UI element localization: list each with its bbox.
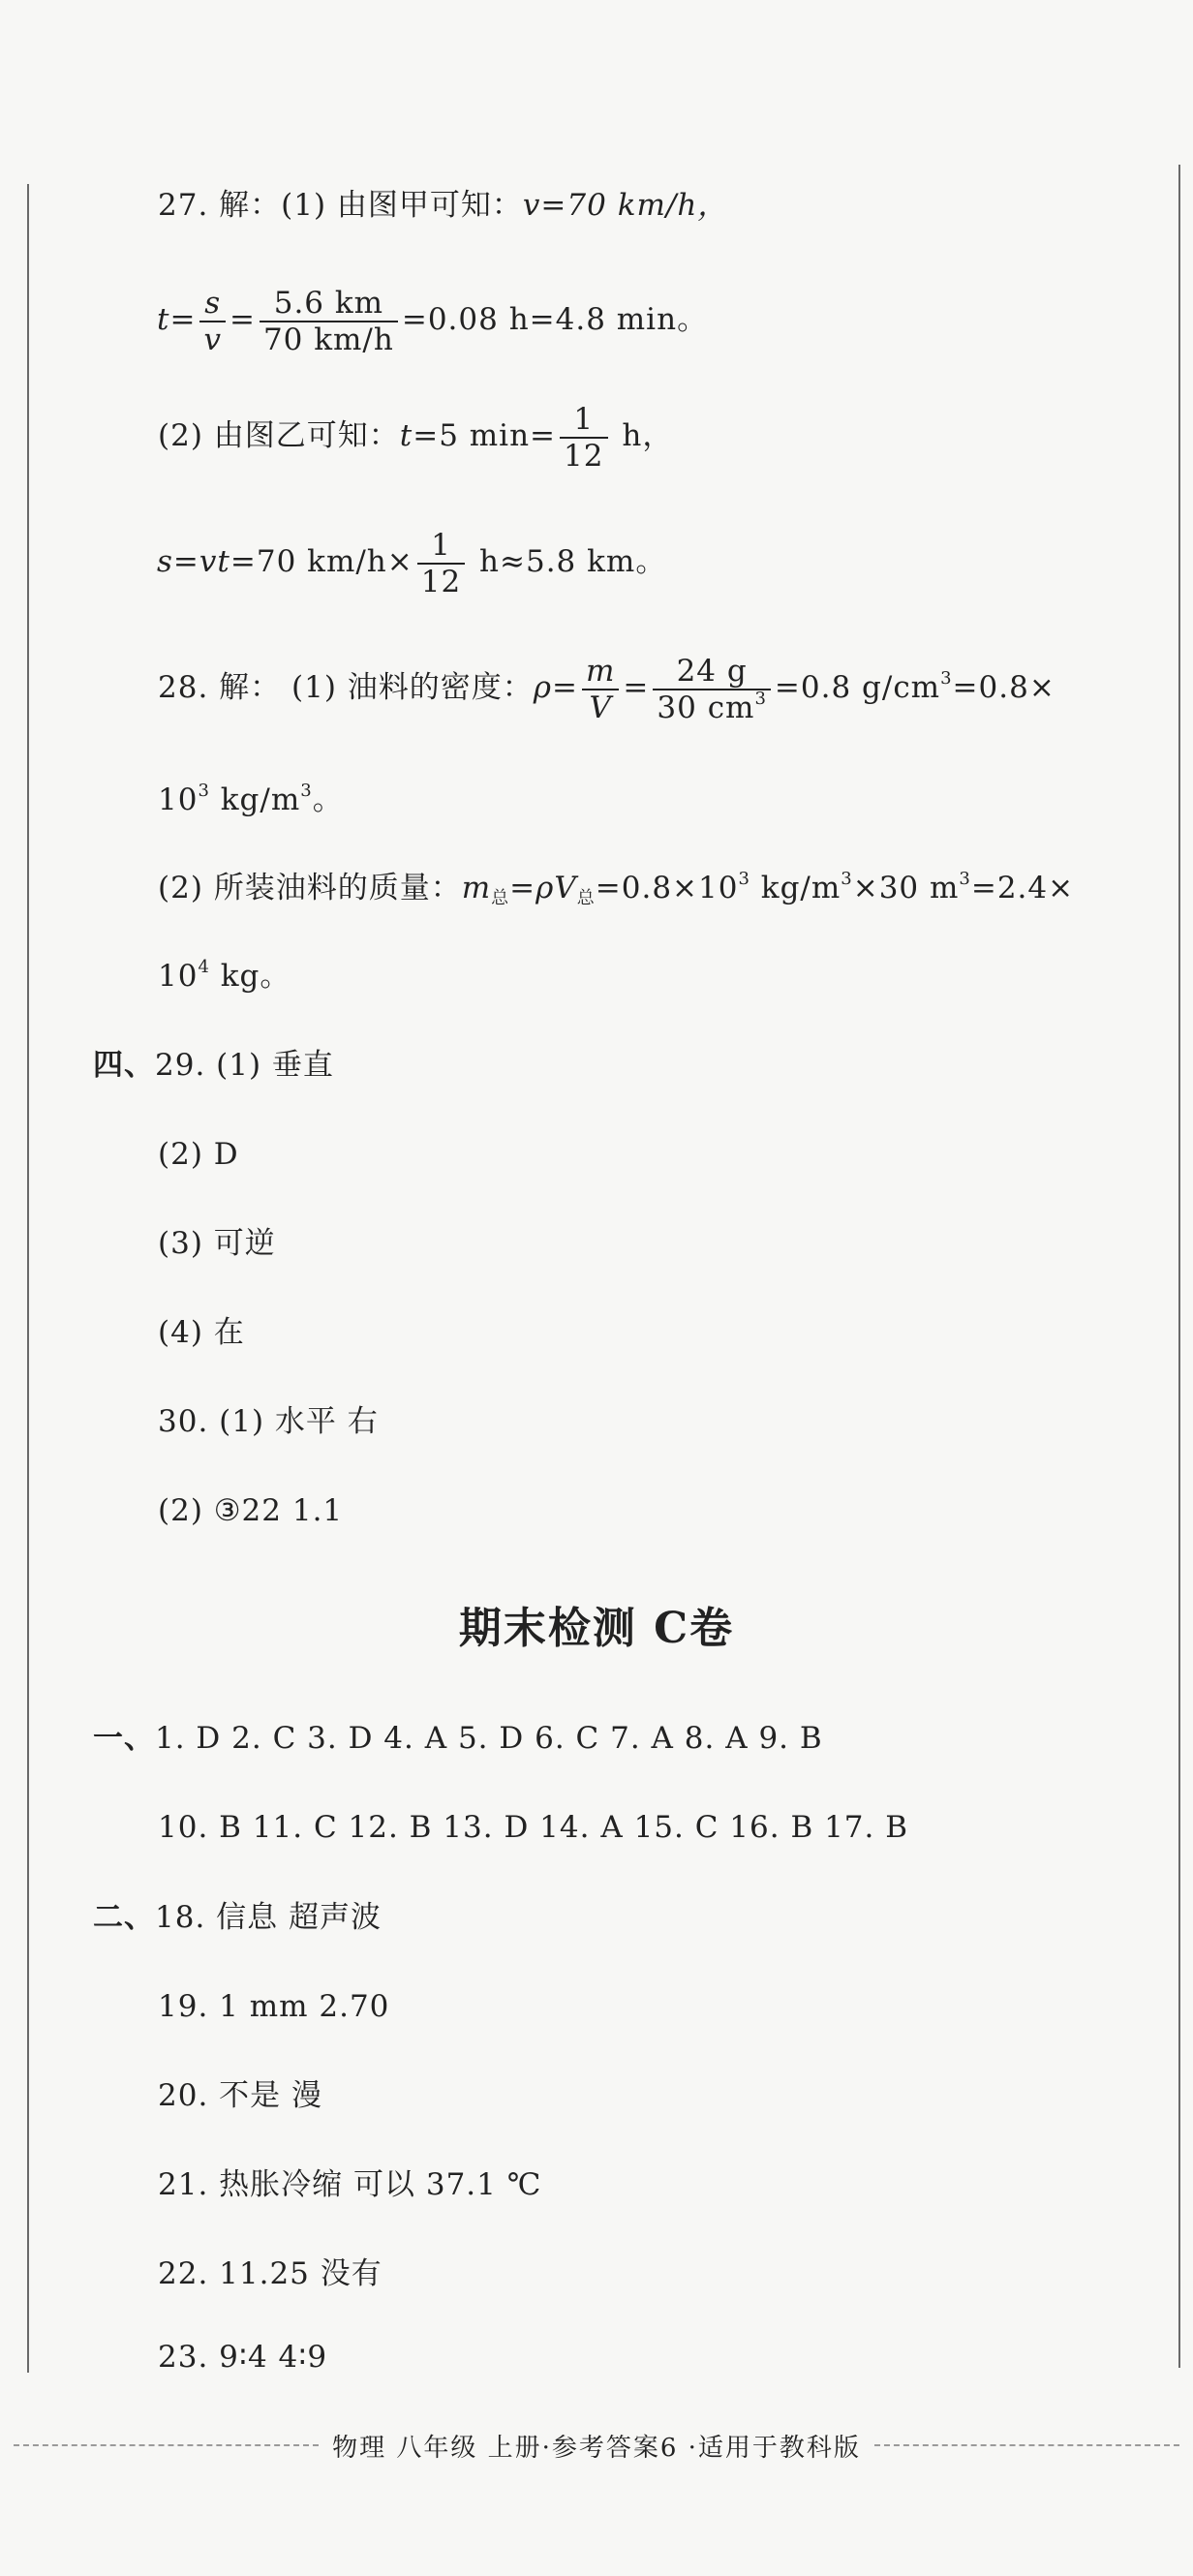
q28-line1: 28. 解： (1) 油料的密度：ρ= $\frac{m}{V}$ = $\frac{24 g}{30 cm^3}$ =0.8 $g/cm^3=0.8\times$ xyxy=(158,653,1055,725)
eq-sign: = xyxy=(172,544,199,579)
fraction-m-over-V xyxy=(582,654,619,725)
subscript: 总 xyxy=(576,888,596,908)
mass-result: =2.4× xyxy=(970,871,1075,905)
q27-intro: 27. 解：(1) 由图甲可知： xyxy=(158,188,523,223)
q28-prefix: 28. 解： (1) 油料的密度： xyxy=(158,670,534,705)
answer-row: 1. D 2. C 3. D 4. A 5. D 6. C 7. A 8. A 9. B xyxy=(155,1721,823,1756)
frac-den: 70 km/h xyxy=(262,322,394,357)
frac-num: 5.6 km xyxy=(260,286,398,322)
section4-q29-2 xyxy=(158,1135,239,1174)
section-label: 二、 xyxy=(93,1900,155,1935)
q27-result: =0.08 h=4.8 min。 xyxy=(401,302,709,337)
frac-num: s xyxy=(199,286,226,322)
pow-base: 10 xyxy=(158,782,199,817)
mass-unit: kg。 xyxy=(209,959,291,994)
answer: 19. 1 mm 2.70 xyxy=(158,1989,390,2024)
section2-q19 xyxy=(158,1987,389,2026)
answer: 30. (1) 水平 右 xyxy=(158,1404,379,1439)
right-margin-line xyxy=(1178,165,1180,2368)
section2-q21 xyxy=(158,2165,541,2204)
section4-q29-3 xyxy=(158,1224,276,1263)
q28-part2-prefix: (2) 所装油料的质量： xyxy=(158,871,462,905)
subscript: 总 xyxy=(491,888,510,908)
fraction-1-12 xyxy=(560,402,607,474)
section4-q30-1 xyxy=(158,1402,379,1441)
answer: 18. 信息 超声波 xyxy=(155,1900,382,1935)
section-label: 一、 xyxy=(93,1721,155,1756)
answer: (3) 可逆 xyxy=(158,1226,276,1261)
frac-num: 24 g xyxy=(653,654,771,690)
footer-dash-right xyxy=(874,2444,1179,2446)
unit: kg/m xyxy=(749,871,841,905)
answer: (2) ③22 1.1 xyxy=(158,1493,344,1528)
answer: 22. 11.25 没有 xyxy=(158,2256,382,2291)
s-var: s xyxy=(157,544,173,579)
fraction-24g-30cm3 xyxy=(653,654,771,725)
section-label: 四、 xyxy=(93,1048,155,1083)
q28-line3: (2) 所装油料的质量：$m_总=\rho V_总=0.8\times 10^3$ $kg/m^3\times 30$ $m^3=2.4\times$ xyxy=(158,869,1075,908)
t-var: t xyxy=(399,418,413,453)
section4-q29-1 xyxy=(93,1046,334,1085)
pow-base: 10 xyxy=(158,959,199,994)
footer-dash-left xyxy=(14,2444,319,2446)
section4-q29-4 xyxy=(158,1313,245,1352)
footer-text: 物理 八年级 上册·参考答案6 ·适用于教科版 xyxy=(332,2433,861,2463)
answer: 23. 9∶4 4∶9 xyxy=(158,2340,328,2375)
frac-num: m xyxy=(582,654,619,690)
answer: 29. (1) 垂直 xyxy=(155,1048,334,1083)
den-text: 30 cm xyxy=(657,690,755,725)
section2-q23 xyxy=(158,2338,327,2377)
section2-q18 xyxy=(93,1898,382,1937)
exponent: 3 xyxy=(754,688,767,709)
frac-den: 12 xyxy=(420,564,462,599)
left-margin-line xyxy=(27,184,29,2373)
eq-sign: = xyxy=(169,302,197,337)
q28-line2 xyxy=(158,781,344,819)
section-title: 期末检测 C卷 xyxy=(458,1604,735,1653)
q27-line3 xyxy=(158,397,673,475)
section1-row2 xyxy=(158,1808,908,1847)
q27-speed: v=70 km/h， xyxy=(522,188,729,223)
frac-num: 1 xyxy=(417,528,465,565)
frac-num: 1 xyxy=(560,402,607,439)
q27-line2 xyxy=(157,281,708,358)
fraction-s-over-v xyxy=(199,286,226,357)
section2-q22 xyxy=(158,2254,382,2293)
exponent: 4 xyxy=(198,957,210,977)
exponent: 3 xyxy=(841,869,853,889)
section1-row1 xyxy=(93,1719,823,1758)
answer: 21. 热胀冷缩 可以 37.1 ℃ xyxy=(158,2167,542,2202)
section2-q20 xyxy=(158,2076,322,2115)
q27-part2-prefix: (2) 由图乙可知： xyxy=(158,418,400,453)
frac-den: V xyxy=(589,690,612,725)
volume: ×30 m xyxy=(852,871,960,905)
density-conv: =0.8× xyxy=(952,670,1055,705)
vt-var: vt xyxy=(199,544,230,579)
answer: 20. 不是 漫 xyxy=(158,2078,323,2113)
exponent: 3 xyxy=(959,869,971,889)
fraction-1-12 xyxy=(417,528,465,599)
answer: (4) 在 xyxy=(158,1315,245,1350)
exponent: 3 xyxy=(738,869,750,889)
density-value: =0.8 g/cm xyxy=(774,670,941,705)
t-var: t xyxy=(157,302,170,337)
exponent: 3 xyxy=(198,781,210,801)
q27-line4 xyxy=(157,523,666,600)
frac-den: 12 xyxy=(564,438,604,474)
unit: kg/m xyxy=(209,782,301,817)
fraction-values xyxy=(260,286,398,357)
q27-calc: =70 km/h× xyxy=(229,544,413,579)
unit: h， xyxy=(611,418,674,453)
exponent: 3 xyxy=(940,668,953,689)
q27-line1 xyxy=(158,186,728,225)
q27-distance: h≈5.8 km。 xyxy=(469,544,667,579)
frac-den: v xyxy=(203,322,222,357)
frac-den xyxy=(653,690,771,725)
answer: (2) D xyxy=(158,1137,239,1172)
section4-q30-2 xyxy=(158,1491,343,1530)
eq-sign: = xyxy=(229,302,256,337)
answer-row: 10. B 11. C 12. B 13. D 14. A 15. C 16. B 17. B xyxy=(158,1810,909,1845)
period: 。 xyxy=(312,782,344,817)
m-var: m xyxy=(461,871,492,905)
exponent: 3 xyxy=(300,781,313,801)
rho-var: ρ xyxy=(533,670,553,705)
mass-calc: =0.8×10 xyxy=(595,871,739,905)
page-footer xyxy=(0,2426,1193,2465)
q27-time: =5 min= xyxy=(413,418,557,453)
q28-line4 xyxy=(158,957,291,996)
